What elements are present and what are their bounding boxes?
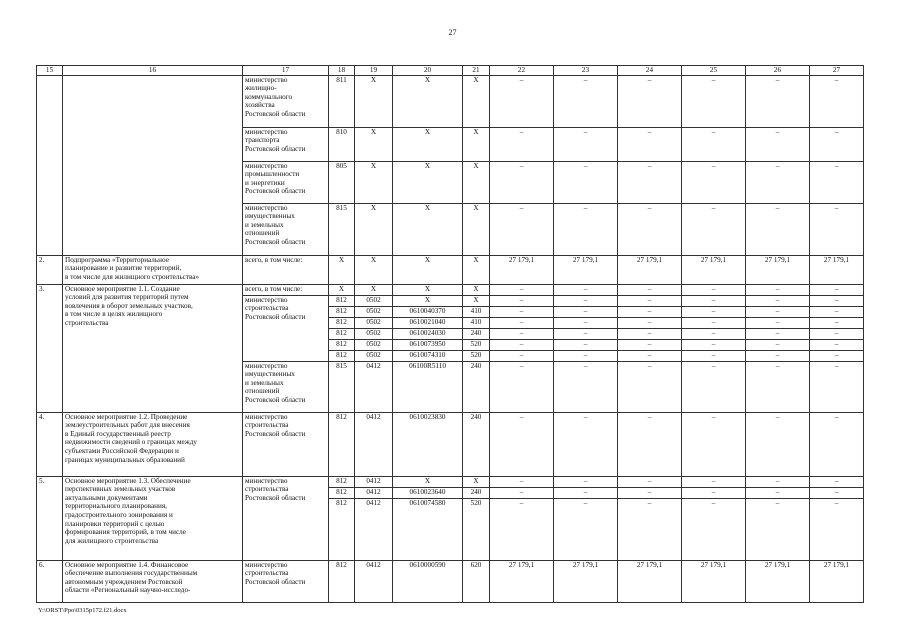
value-cell: 27 179,1 xyxy=(682,560,746,602)
table-row xyxy=(37,75,864,127)
value-cell: – xyxy=(810,127,864,161)
row-number-cell: 6. xyxy=(37,560,63,602)
value-cell: – xyxy=(554,476,618,487)
activity-cell: Подпрограмма «Территориальное планирование и развитие территорий, в том числе для жилищного строительства» xyxy=(63,255,243,284)
grbs-cell: X xyxy=(329,255,355,284)
grbs-cell: 810 xyxy=(329,127,355,161)
value-cell: – xyxy=(682,498,746,560)
value-cell: 27 179,1 xyxy=(554,255,618,284)
value-cell: – xyxy=(682,306,746,317)
value-cell: – xyxy=(554,127,618,161)
header-cell: 25 xyxy=(682,66,746,76)
page-number: 27 xyxy=(448,28,457,37)
value-cell: – xyxy=(810,476,864,487)
header-cell: 27 xyxy=(810,66,864,76)
value-cell: – xyxy=(490,75,554,127)
value-cell: – xyxy=(490,284,554,295)
csr-cell: 0610000590 xyxy=(393,560,463,602)
value-cell: – xyxy=(682,295,746,306)
value-cell: – xyxy=(682,361,746,412)
value-cell: – xyxy=(490,350,554,361)
value-cell: – xyxy=(810,498,864,560)
rzpr-cell: 0502 xyxy=(355,295,393,306)
value-cell: – xyxy=(554,284,618,295)
csr-cell: X xyxy=(393,203,463,255)
row-number-cell: 2. xyxy=(37,255,63,284)
header-cell: 26 xyxy=(746,66,810,76)
csr-cell: X xyxy=(393,161,463,203)
header-cell: 19 xyxy=(355,66,393,76)
responsible-cell: министерство промышленности и энергетики Ростовской области xyxy=(243,161,329,203)
rzpr-cell: X xyxy=(355,203,393,255)
vr-cell: X xyxy=(463,295,490,306)
value-cell: 27 179,1 xyxy=(810,560,864,602)
value-cell: – xyxy=(682,339,746,350)
header-cell: 18 xyxy=(329,66,355,76)
activity-cell: Основное мероприятие 1.2. Проведение землеустроительных работ для внесения в Единый государственный реестр недвижимости сведений о границах между субъектами Российской Федерации и границах муниципальных образований xyxy=(63,412,243,476)
csr-cell: X xyxy=(393,75,463,127)
value-cell: – xyxy=(810,487,864,498)
responsible-cell: министерство строительства Ростовской области xyxy=(243,295,329,361)
value-cell: – xyxy=(554,361,618,412)
grbs-cell: 812 xyxy=(329,328,355,339)
value-cell: – xyxy=(810,295,864,306)
value-cell: – xyxy=(682,127,746,161)
value-cell: – xyxy=(490,203,554,255)
value-cell: – xyxy=(682,487,746,498)
value-cell: – xyxy=(682,284,746,295)
value-cell: – xyxy=(490,498,554,560)
responsible-cell: всего, в том числе: xyxy=(243,284,329,295)
value-cell: – xyxy=(810,284,864,295)
responsible-cell: министерство жилищно- коммунального хозяйства Ростовской области xyxy=(243,75,329,127)
value-cell: 27 179,1 xyxy=(490,560,554,602)
value-cell: – xyxy=(490,127,554,161)
rzpr-cell: X xyxy=(355,127,393,161)
value-cell: – xyxy=(618,350,682,361)
value-cell: – xyxy=(618,306,682,317)
vr-cell: 520 xyxy=(463,498,490,560)
value-cell: – xyxy=(810,350,864,361)
value-cell: – xyxy=(618,328,682,339)
csr-cell: 0610074580 xyxy=(393,498,463,560)
grbs-cell: 812 xyxy=(329,498,355,560)
value-cell: – xyxy=(746,306,810,317)
header-cell: 24 xyxy=(618,66,682,76)
vr-cell: 240 xyxy=(463,361,490,412)
rzpr-cell: 0502 xyxy=(355,328,393,339)
table-row xyxy=(37,560,864,602)
value-cell: – xyxy=(746,498,810,560)
value-cell: – xyxy=(554,203,618,255)
value-cell: – xyxy=(490,339,554,350)
csr-cell: 0610073950 xyxy=(393,339,463,350)
grbs-cell: 812 xyxy=(329,306,355,317)
row-number-cell: 5. xyxy=(37,476,63,560)
csr-cell: 0610040370 xyxy=(393,306,463,317)
value-cell: 27 179,1 xyxy=(682,255,746,284)
value-cell: – xyxy=(682,317,746,328)
value-cell: – xyxy=(810,161,864,203)
csr-cell: 0610021040 xyxy=(393,317,463,328)
value-cell: 27 179,1 xyxy=(554,560,618,602)
rzpr-cell: 0412 xyxy=(355,361,393,412)
activity-cell xyxy=(63,75,243,255)
responsible-cell: министерство имущественных и земельных отношений Ростовской области xyxy=(243,361,329,412)
responsible-cell: министерство транспорта Ростовской области xyxy=(243,127,329,161)
activity-cell: Основное мероприятие 1.4. Финансовое обеспечение выполнения государственным автономным учреждением Ростовской области «Региональный научно-исследо- xyxy=(63,560,243,602)
value-cell: – xyxy=(618,361,682,412)
rzpr-cell: 0412 xyxy=(355,476,393,487)
value-cell: – xyxy=(618,161,682,203)
grbs-cell: 812 xyxy=(329,476,355,487)
header-cell: 21 xyxy=(463,66,490,76)
row-number-cell: 3. xyxy=(37,284,63,412)
value-cell: – xyxy=(682,328,746,339)
value-cell: – xyxy=(810,339,864,350)
vr-cell: 620 xyxy=(463,560,490,602)
value-cell: – xyxy=(682,350,746,361)
rzpr-cell: 0412 xyxy=(355,487,393,498)
table-row xyxy=(37,476,864,487)
value-cell: – xyxy=(618,127,682,161)
grbs-cell: 815 xyxy=(329,203,355,255)
rzpr-cell: 0502 xyxy=(355,339,393,350)
header-cell: 22 xyxy=(490,66,554,76)
responsible-cell: министерство строительства Ростовской области xyxy=(243,476,329,560)
header-cell: 15 xyxy=(37,66,63,76)
grbs-cell: 815 xyxy=(329,361,355,412)
value-cell: – xyxy=(554,328,618,339)
table-row xyxy=(37,412,864,476)
file-path-footer: Y:\ORST\Ppo\0315p172.f21.docx xyxy=(38,607,127,614)
csr-cell: 0610023640 xyxy=(393,487,463,498)
value-cell: 27 179,1 xyxy=(810,255,864,284)
value-cell: – xyxy=(810,361,864,412)
value-cell: 27 179,1 xyxy=(618,255,682,284)
value-cell: – xyxy=(490,317,554,328)
table-row xyxy=(37,284,864,295)
value-cell: – xyxy=(490,306,554,317)
value-cell: – xyxy=(682,203,746,255)
vr-cell: X xyxy=(463,476,490,487)
value-cell: – xyxy=(810,328,864,339)
header-cell: 23 xyxy=(554,66,618,76)
value-cell: – xyxy=(490,476,554,487)
value-cell: – xyxy=(746,361,810,412)
csr-cell: X xyxy=(393,284,463,295)
value-cell: – xyxy=(490,487,554,498)
value-cell: – xyxy=(618,498,682,560)
budget-table xyxy=(36,65,864,603)
value-cell: – xyxy=(554,295,618,306)
vr-cell: X xyxy=(463,127,490,161)
value-cell: – xyxy=(618,476,682,487)
row-number-cell xyxy=(37,75,63,255)
value-cell: – xyxy=(746,317,810,328)
csr-cell: 0610024030 xyxy=(393,328,463,339)
vr-cell: 520 xyxy=(463,339,490,350)
value-cell: – xyxy=(554,317,618,328)
row-number-cell: 4. xyxy=(37,412,63,476)
vr-cell: 520 xyxy=(463,350,490,361)
grbs-cell: 805 xyxy=(329,161,355,203)
csr-cell: X xyxy=(393,255,463,284)
csr-cell: 06100R5110 xyxy=(393,361,463,412)
rzpr-cell: X xyxy=(355,255,393,284)
value-cell: – xyxy=(682,412,746,476)
value-cell: – xyxy=(554,306,618,317)
vr-cell: 410 xyxy=(463,317,490,328)
grbs-cell: 812 xyxy=(329,560,355,602)
value-cell: – xyxy=(618,487,682,498)
header-cell: 17 xyxy=(243,66,329,76)
rzpr-cell: 0412 xyxy=(355,560,393,602)
vr-cell: 410 xyxy=(463,306,490,317)
value-cell: – xyxy=(490,161,554,203)
value-cell: – xyxy=(554,350,618,361)
value-cell: – xyxy=(746,284,810,295)
value-cell: – xyxy=(746,295,810,306)
rzpr-cell: 0502 xyxy=(355,317,393,328)
value-cell: – xyxy=(554,498,618,560)
value-cell: – xyxy=(490,412,554,476)
grbs-cell: X xyxy=(329,284,355,295)
value-cell: – xyxy=(618,317,682,328)
responsible-cell: министерство строительства Ростовской области xyxy=(243,560,329,602)
value-cell: – xyxy=(618,412,682,476)
grbs-cell: 812 xyxy=(329,487,355,498)
value-cell: – xyxy=(554,339,618,350)
rzpr-cell: X xyxy=(355,284,393,295)
value-cell: – xyxy=(554,487,618,498)
table-row xyxy=(37,255,864,284)
value-cell: – xyxy=(682,476,746,487)
value-cell: – xyxy=(746,412,810,476)
responsible-cell: всего, в том числе: xyxy=(243,255,329,284)
value-cell: – xyxy=(554,161,618,203)
value-cell: 27 179,1 xyxy=(618,560,682,602)
grbs-cell: 812 xyxy=(329,350,355,361)
grbs-cell: 812 xyxy=(329,295,355,306)
vr-cell: X xyxy=(463,161,490,203)
rzpr-cell: X xyxy=(355,75,393,127)
vr-cell: 240 xyxy=(463,328,490,339)
vr-cell: 240 xyxy=(463,412,490,476)
grbs-cell: 812 xyxy=(329,339,355,350)
activity-cell: Основное мероприятие 1.1. Создание условий для развития территорий путем вовлечения в оборот земельных участков, в том числе в целях жилищного строительства xyxy=(63,284,243,412)
csr-cell: X xyxy=(393,295,463,306)
value-cell: 27 179,1 xyxy=(490,255,554,284)
value-cell: – xyxy=(746,476,810,487)
value-cell: – xyxy=(618,284,682,295)
rzpr-cell: 0412 xyxy=(355,498,393,560)
value-cell: – xyxy=(746,127,810,161)
responsible-cell: министерство имущественных и земельных отношений Ростовской области xyxy=(243,203,329,255)
csr-cell: X xyxy=(393,476,463,487)
value-cell: – xyxy=(618,339,682,350)
value-cell: – xyxy=(746,75,810,127)
value-cell: – xyxy=(490,295,554,306)
value-cell: – xyxy=(554,412,618,476)
value-cell: – xyxy=(746,161,810,203)
activity-cell: Основное мероприятие 1.3. Обеспечение перспективных земельных участков актуальными документами территориального планирования, градостроительного зонирования и планировки территорий с целью формирования территорий, в том числе для жилищного строительства xyxy=(63,476,243,560)
grbs-cell: 812 xyxy=(329,412,355,476)
vr-cell: X xyxy=(463,75,490,127)
value-cell: – xyxy=(746,328,810,339)
header-row xyxy=(37,66,864,76)
grbs-cell: 812 xyxy=(329,317,355,328)
csr-cell: X xyxy=(393,127,463,161)
value-cell: – xyxy=(746,350,810,361)
value-cell: – xyxy=(810,412,864,476)
value-cell: – xyxy=(618,295,682,306)
value-cell: – xyxy=(810,75,864,127)
csr-cell: 0610074310 xyxy=(393,350,463,361)
value-cell: – xyxy=(618,203,682,255)
value-cell: – xyxy=(490,328,554,339)
value-cell: – xyxy=(746,203,810,255)
responsible-cell: министерство строительства Ростовской области xyxy=(243,412,329,476)
grbs-cell: 811 xyxy=(329,75,355,127)
value-cell: 27 179,1 xyxy=(746,560,810,602)
value-cell: – xyxy=(554,75,618,127)
value-cell: – xyxy=(746,339,810,350)
header-cell: 16 xyxy=(63,66,243,76)
rzpr-cell: 0412 xyxy=(355,412,393,476)
value-cell: – xyxy=(618,75,682,127)
value-cell: – xyxy=(746,487,810,498)
rzpr-cell: X xyxy=(355,161,393,203)
vr-cell: 240 xyxy=(463,487,490,498)
value-cell: 27 179,1 xyxy=(746,255,810,284)
vr-cell: X xyxy=(463,255,490,284)
value-cell: – xyxy=(810,306,864,317)
value-cell: – xyxy=(810,317,864,328)
vr-cell: X xyxy=(463,284,490,295)
value-cell: – xyxy=(490,361,554,412)
value-cell: – xyxy=(810,203,864,255)
header-cell: 20 xyxy=(393,66,463,76)
value-cell: – xyxy=(682,161,746,203)
rzpr-cell: 0502 xyxy=(355,350,393,361)
csr-cell: 0610023830 xyxy=(393,412,463,476)
value-cell: – xyxy=(682,75,746,127)
vr-cell: X xyxy=(463,203,490,255)
rzpr-cell: 0502 xyxy=(355,306,393,317)
